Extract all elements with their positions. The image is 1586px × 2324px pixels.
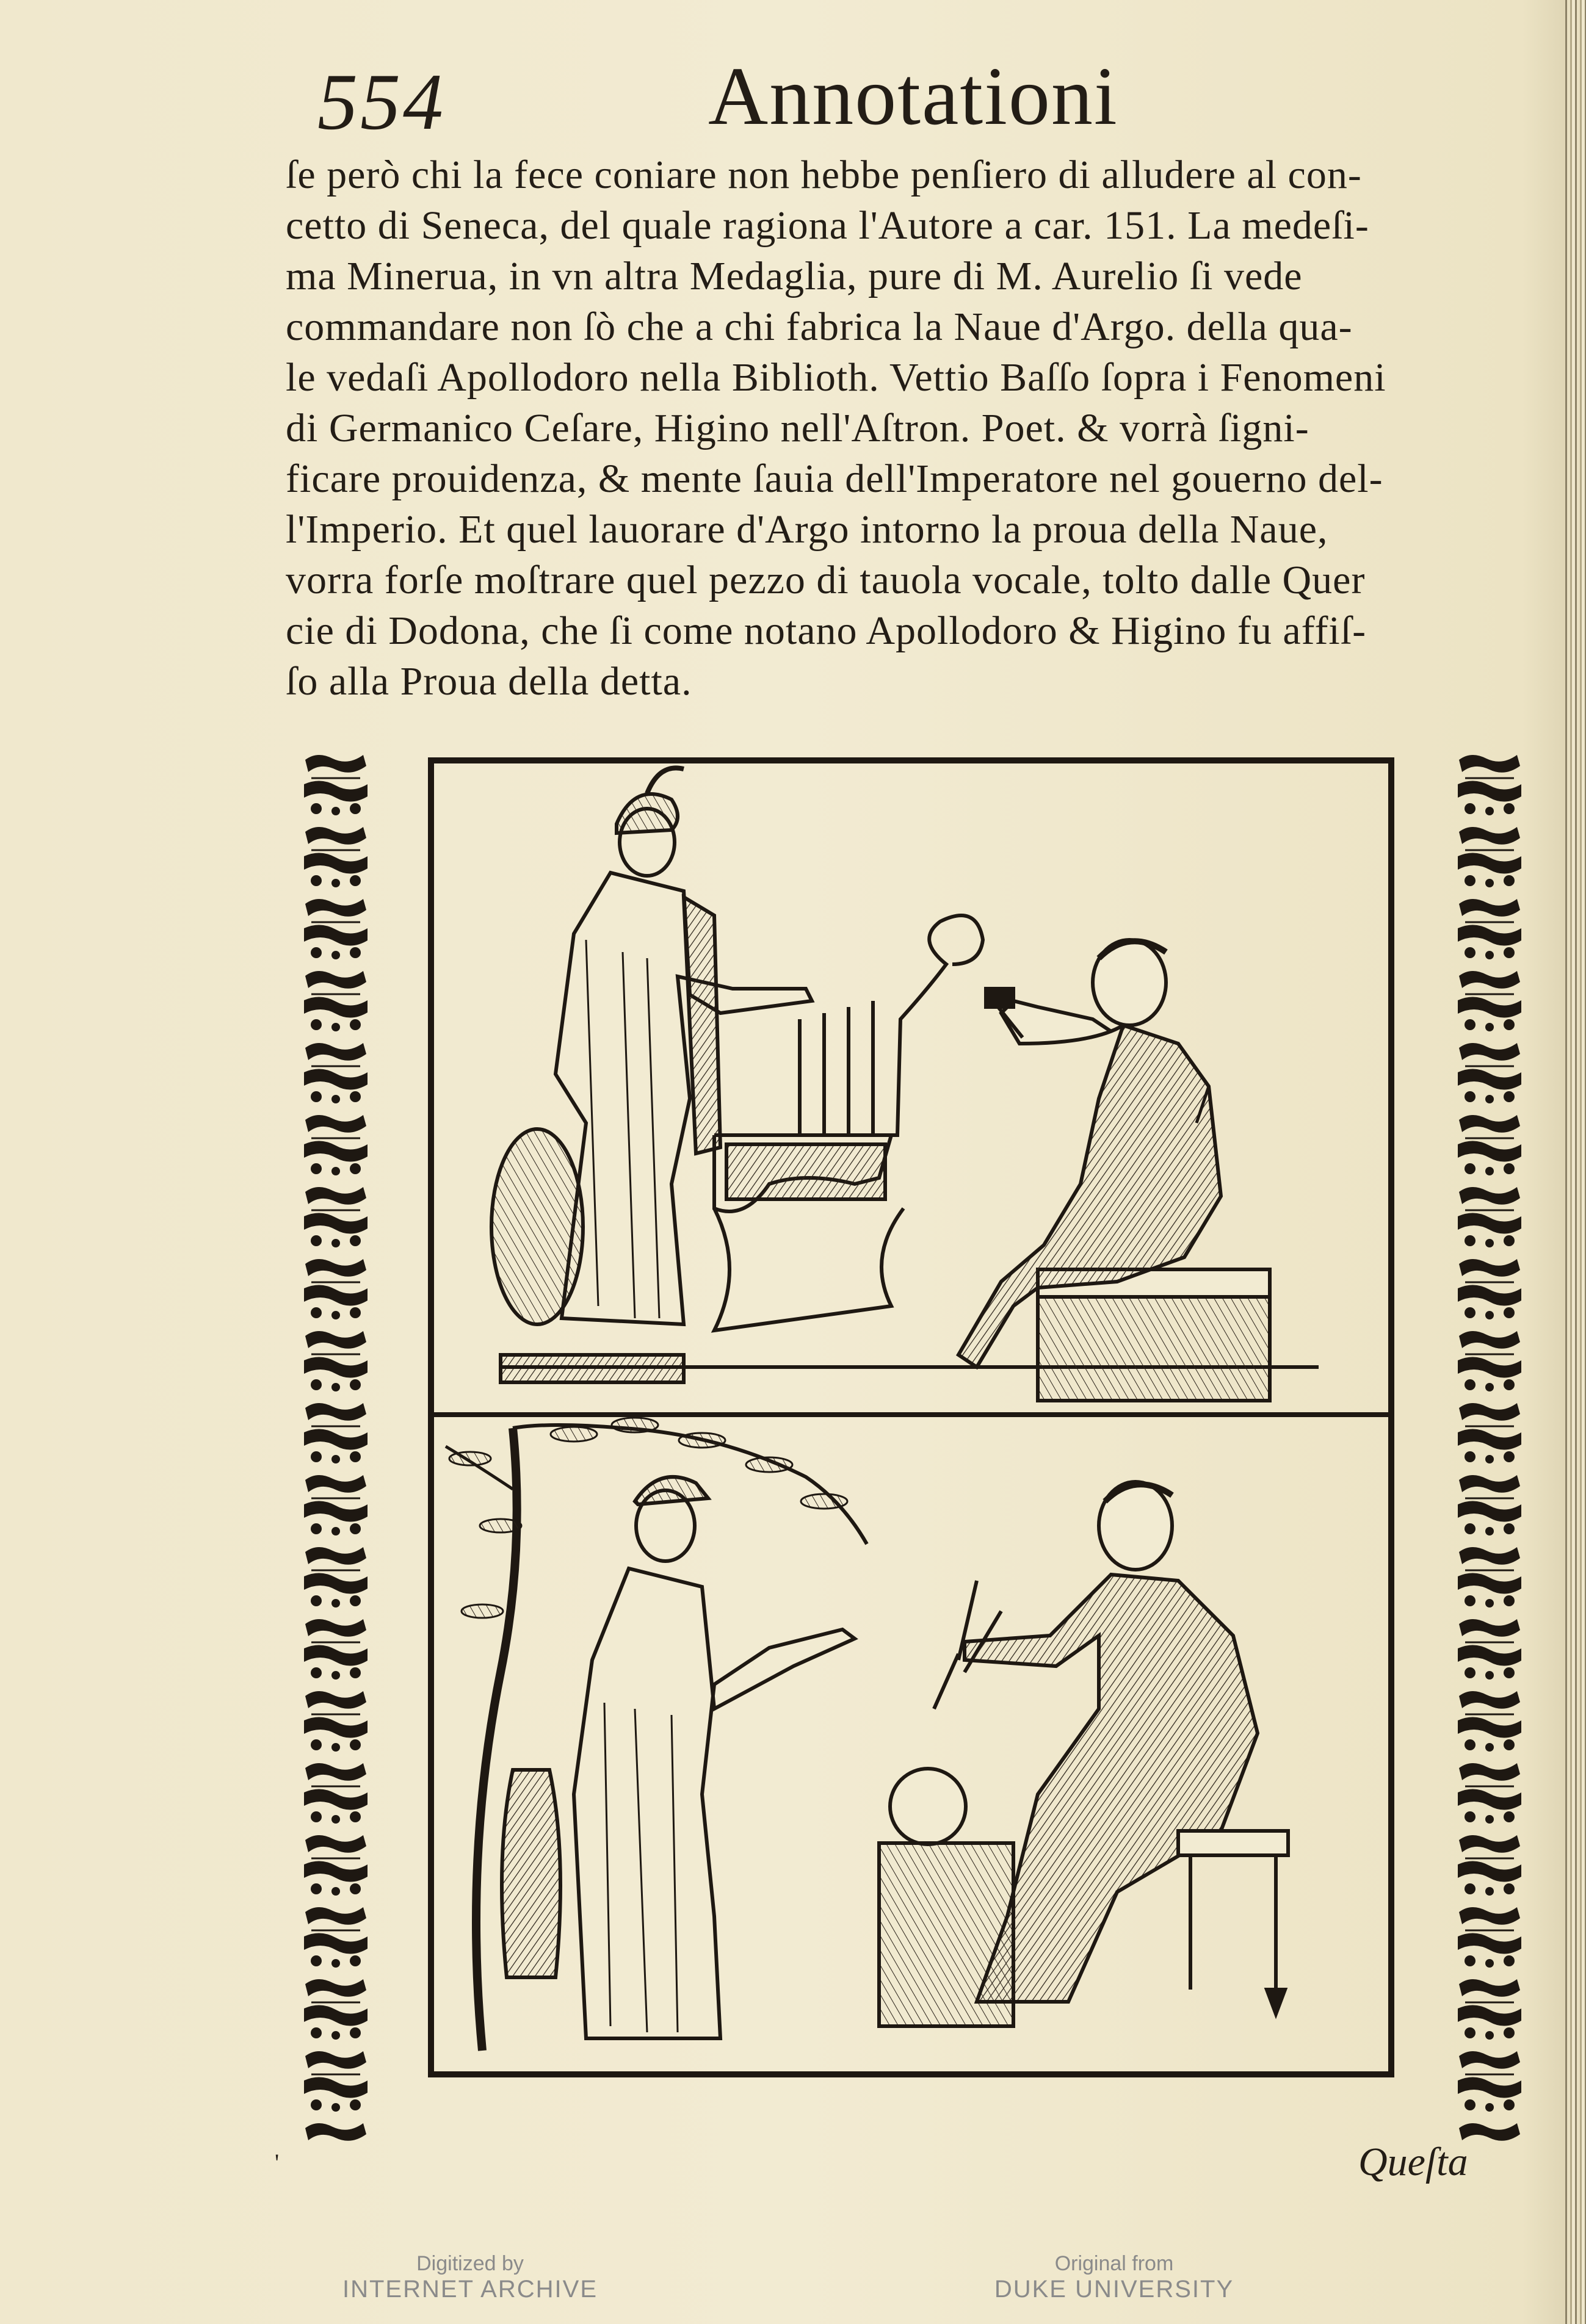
text-line: di Germanico Ceſare, Higino nell'Aſtron. Poet. & vorrà ſigni- (286, 406, 1309, 450)
page-number: 554 (317, 57, 446, 146)
footer-right (977, 2252, 1251, 2303)
upper-panel (491, 768, 1319, 1401)
woodcut-illustration (427, 757, 1395, 2078)
text-line: le vedaſi Apollodoro nella Biblioth. Vettio Baſſo ſopra i Fenomeni (286, 355, 1386, 400)
text-line: commandare non ſò che a chi fabrica la Naue d'Argo. della qua- (286, 305, 1353, 349)
page-edge (1565, 0, 1586, 2324)
text-line: cie di Dodona, che ſi come notano Apollodoro & Higino fu affiſ- (286, 608, 1367, 653)
text-line: ſo alla Proua della detta. (286, 659, 692, 704)
text-line: ficare prouidenza, & mente ſauia dell'Imperatore nel gouerno del- (286, 457, 1383, 501)
text-line: ſe però chi la fece coniare non hebbe penſiero di alludere al con- (286, 153, 1362, 197)
footer-right-source: DUKE UNIVERSITY (994, 2276, 1234, 2303)
left-ornamental-border (299, 748, 372, 2142)
catchword: Queſta (1358, 2140, 1468, 2184)
footer-left-source: INTERNET ARCHIVE (342, 2276, 598, 2303)
footer-left-caption: Digitized by (416, 2252, 524, 2275)
right-ornamental-border (1453, 748, 1526, 2142)
footer-left (342, 2252, 598, 2303)
digitization-footer (0, 2252, 1586, 2319)
running-title: Annotationi (708, 51, 1118, 142)
page-header (0, 43, 1586, 146)
body-text (286, 150, 1531, 707)
text-line: ma Minerua, in vn altra Medaglia, pure di M. Aurelio ſi vede (286, 254, 1303, 298)
text-line: vorra forſe moſtrare quel pezzo di tauola vocale, tolto dalle Quer (286, 558, 1366, 602)
page-mark: ' (275, 2149, 280, 2176)
text-line: l'Imperio. Et quel lauorare d'Argo intorno la proua della Naue, (286, 507, 1328, 552)
lower-panel (446, 1418, 1288, 2051)
footer-right-caption: Original from (1054, 2252, 1174, 2275)
text-line: cetto di Seneca, del quale ragiona l'Autore a car. 151. La medeſi- (286, 203, 1369, 248)
